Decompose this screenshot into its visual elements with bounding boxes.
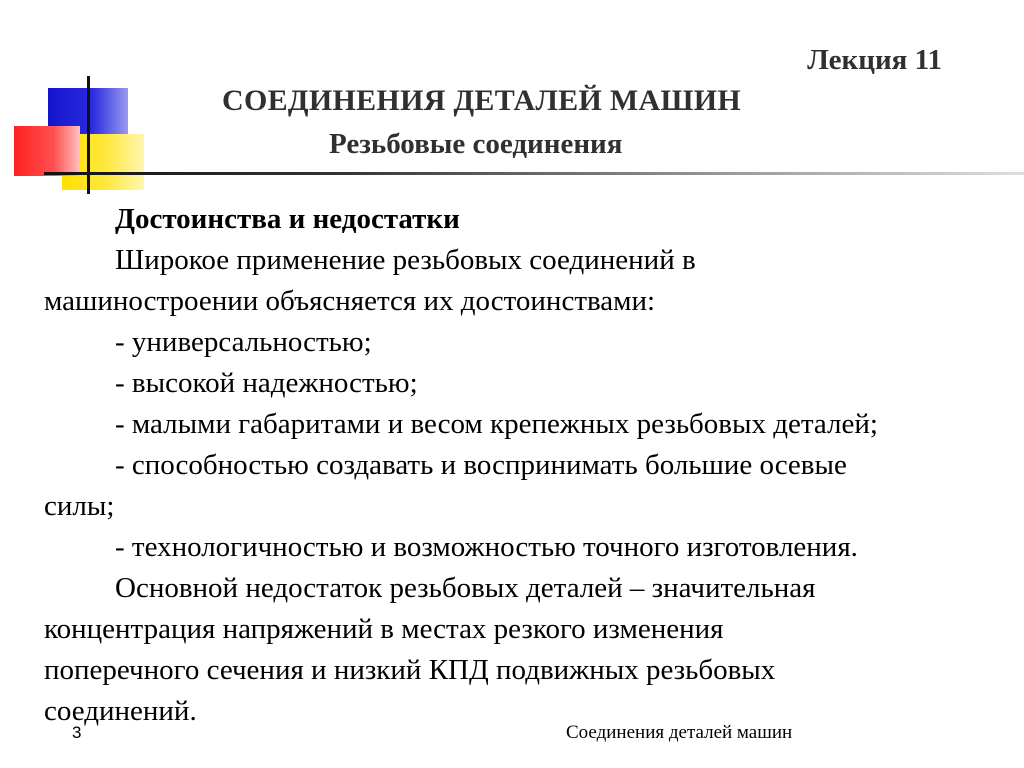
body-line: Основной недостаток резьбовых деталей – значительная <box>115 572 816 604</box>
header-divider <box>44 172 1024 175</box>
slide-subtitle: Резьбовые соединения <box>329 128 623 160</box>
body-line: концентрация напряжений в местах резкого изменения <box>44 613 724 645</box>
body-line: силы; <box>44 490 115 522</box>
advantage-item: - технологичностью и возможностью точного изготовления. <box>115 531 858 563</box>
lecture-number: Лекция 11 <box>807 44 942 76</box>
advantage-item: - способностью создавать и воспринимать большие осевые <box>115 449 847 481</box>
advantage-item: - высокой надежностью; <box>115 367 418 399</box>
body-line: соединений. <box>44 695 197 727</box>
section-heading: Достоинства и недостатки <box>115 203 460 235</box>
corner-ornament <box>0 0 160 200</box>
vertical-line-decoration <box>87 76 90 194</box>
slide-body <box>44 199 1019 732</box>
advantage-item: - малыми габаритами и весом крепежных резьбовых деталей; <box>115 408 878 440</box>
body-line: поперечного сечения и низкий КПД подвижных резьбовых <box>44 654 776 686</box>
advantage-item: - универсальностью; <box>115 326 372 358</box>
body-line: Широкое применение резьбовых соединений в <box>115 244 696 276</box>
page-number: 3 <box>72 723 82 742</box>
red-square-decoration <box>14 126 80 176</box>
slide-title: СОЕДИНЕНИЯ ДЕТАЛЕЙ МАШИН <box>222 84 741 117</box>
footer-title: Соединения деталей машин <box>566 722 793 743</box>
body-line: машиностроении объясняется их достоинствами: <box>44 285 656 317</box>
